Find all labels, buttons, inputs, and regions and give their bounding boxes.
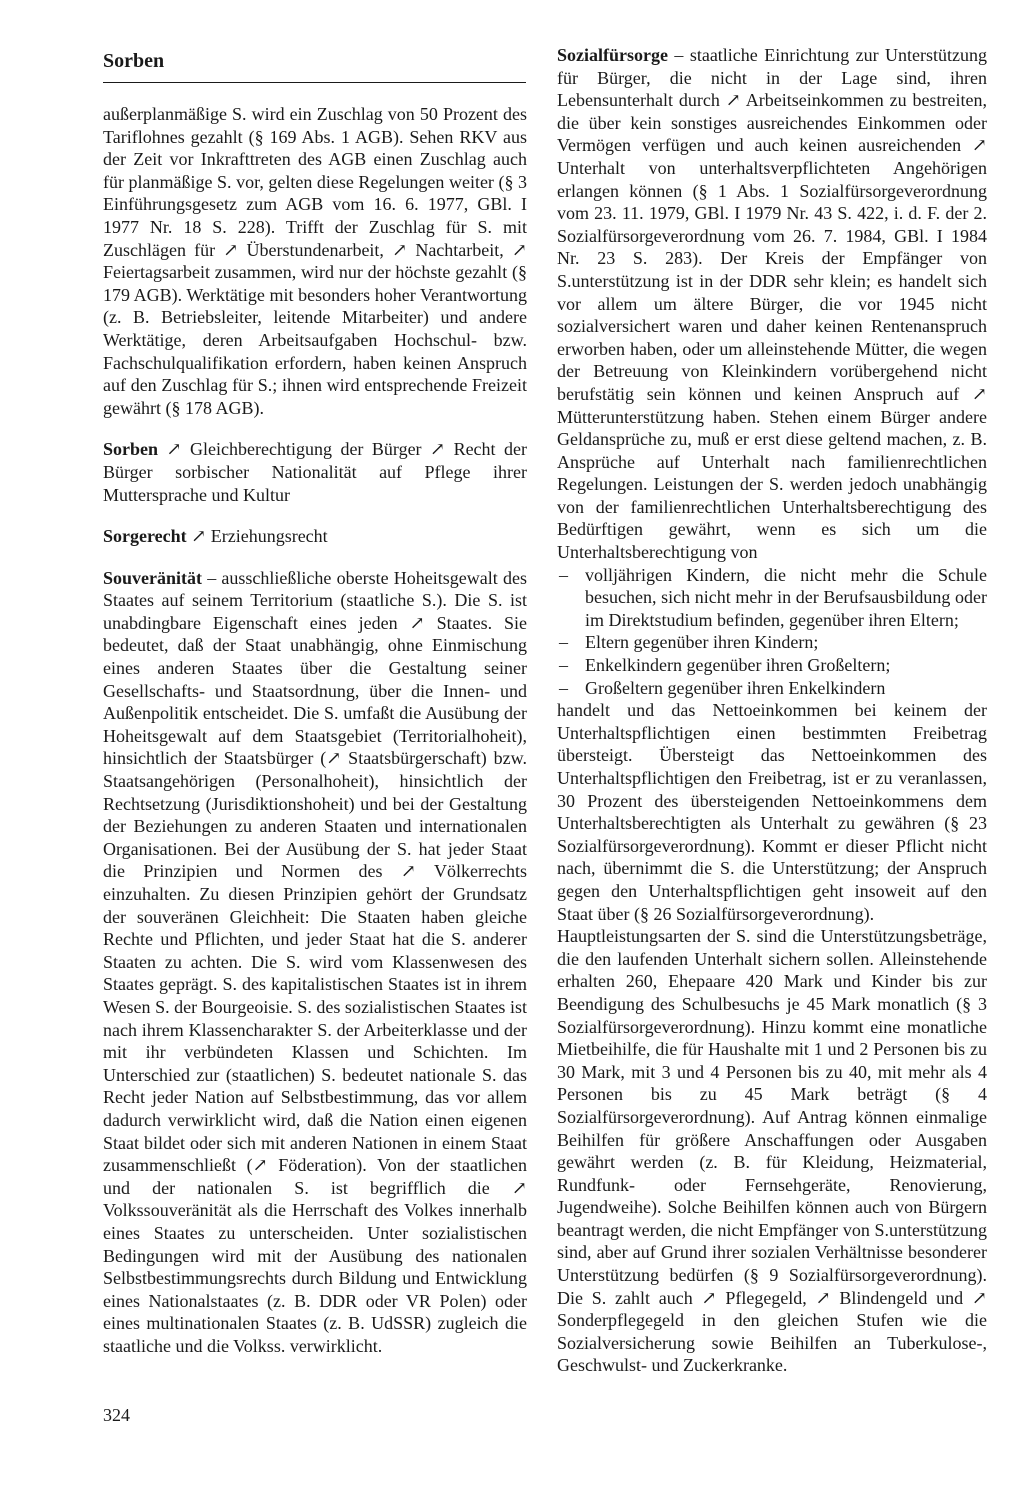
- hauptleistungen-paragraph: Hauptleistungsarten der S. sind die Unterstützungsbeträge, die den laufenden Unterhalt sichern sollen. Alleinstehende erhalten 260, Ehepaare 420 Mark und Kinder bis zur Beendigung des Schulbesuchs je 45 Mark monatlich (§ 3 Sozialfürsorgeverordnung). Hinzu kommt eine monatliche Mietbeihilfe, die für Haushalte mit 1 und 2 Personen bis zu 30 Mark, mit 3 und 4 Personen bis zu 40, mit mehr als 4 Personen bis zu 45 Mark beträgt (§ 4 Sozialfürsorgeverordnung). Auf Antrag können einmalige Beihilfen für größere Anschaffungen oder Ausgaben gewährt werden (z. B. für Kleidung, Heizmaterial, Rundfunk- oder Fernsehgeräte, Renovierung, Jugendweihe). Solche Beihilfen können auch von Bürgern beantragt werden, die nicht Empfänger von S.unterstützung sind, aber auf Grund ihrer sozialen Verhältnisse besonderer Unterstützung bedürfen (§ 9 Sozialfürsorgeverordnung). Die S. zahlt auch ↗ Pflegegeld, ↗ Blindengeld und ↗ Sonderpflegegeld in den gleichen Stufen wie die Sozialversicherung sowie Beihilfen an Tuberkulose-, Geschwulst- und Zuckerkranke.: [557, 926, 987, 1376]
- list-item: – Großeltern gegenüber ihren Enkelkindern: [557, 677, 987, 700]
- list-item: – Enkelkindern gegenüber ihren Großeltern;: [557, 654, 987, 677]
- running-head: Sorben: [103, 50, 165, 72]
- page-number: 324: [103, 1405, 130, 1425]
- entry-sozialfuersorge: [557, 44, 987, 564]
- continuation-paragraph: außerplanmäßige S. wird ein Zuschlag von 50 Prozent des Tariflohnes gezahlt (§ 169 Abs. 1 AGB). Sehen RKV aus der Zeit vor Inkrafttreten des AGB einen Zuschlag auch für planmäßige S. vor, gelten diese Regelungen weiter (§ 3 Einführungsgesetz zum AGB vom 16. 6. 1977, GBl. I 1977 Nr. 18 S. 228). Trifft der Zuschlag für S. mit Zuschlägen für ↗ Überstundenarbeit, ↗ Nachtarbeit, ↗ Feiertagsarbeit zusammen, wird nur der höchste gezahlt (§ 179 AGB). Werktätige mit besonders hoher Verantwortung (z. B. Betriebsleiter, leitende Mitarbeiter) und andere Werktätige, deren Arbeitsaufgaben Hochschul- bzw. Fachschulqualifikation erfordern, haben keinen Anspruch auf den Zuschlag für S.; ihnen wird entsprechende Freizeit gewährt (§ 178 AGB).: [103, 104, 527, 418]
- list-item: – volljährigen Kindern, die nicht mehr die Schule besuchen, sich nicht mehr in der Berufsausbildung oder im Direktstudium befinden, gegenüber ihren Eltern;: [557, 564, 987, 632]
- right-column: [557, 44, 987, 1377]
- left-column: [103, 103, 527, 1357]
- entry-body-souveraenitaet: – ausschließliche oberste Hoheitsgewalt des Staates auf seinem Territorium (staatliche S.). Die S. ist unabdingbare Eigenschaft eines jeden ↗ Staates. Sie bedeutet, daß der Staat unabhängig, ohne Einmischung eines anderen Staates über die Gestaltung seiner Gesellschafts- und Staatsordnung, über die Innen- und Außenpolitik entscheidet. Die S. umfaßt die Ausübung der Hoheitsgewalt auf dem Staatsgebiet (Territorialhoheit), hinsichtlich der Staatsbürger (↗ Staatsbürgerschaft) bzw. Staatsangehörigen (Personalhoheit), hinsichtlich der Rechtsetzung (Jurisdiktionshoheit) und bei der Gestaltung der Beziehungen zu anderen Staaten und internationalen Organisationen. Bei der Ausübung der S. hat jeder Staat die Prinzipien und Normen des ↗ Völkerrechts einzuhalten. Zu diesen Prinzipien gehört der Grundsatz der souveränen Gleichheit: Die Staaten haben gleiche Rechte und Pflichten, und jeder Staat hat die S. anderer Staaten zu achten. Die S. wird vom Klassenwesen des Staates geprägt. S. des kapitalistischen Staates ist in ihrem Wesen S. der Bourgeoisie. S. des sozialistischen Staates ist nach ihrem Klassencharakter S. der Arbeiterklasse und der mit ihr verbündeten Klassen und Schichten. Im Unterschied zur (staatlichen) S. bedeutet nationale S. das Recht jeder Nation auf Selbstbestimmung, das vor allem dadurch verwirklicht wird, daß die Nation einen eigenen Staat bildet oder sich mit anderen Nationen in einem Staat zusammenschließt (↗ Föderation). Von der staatlichen und der nationalen S. ist begrifflich die ↗ Volkssouveränität als die Herrschaft des Volkes innerhalb eines Staates zu unterscheiden. Unter sozialistischen Bedingungen wird mit der Ausübung des nationalen Selbstbestimmungsrechts durch Bildung und Entwicklung eines Nationalstaates (z. B. DDR oder VR Polen) oder eines multinationalen Staates (z. B. UdSSR) zugleich die staatliche und die Volkss. verwirklicht.: [103, 567, 527, 1356]
- entry-head-souveraenitaet: Souveränität: [103, 567, 202, 588]
- entry-head-sorgerecht: Sorgerecht: [103, 526, 187, 547]
- entry-sorben: [103, 438, 527, 506]
- list-item: – Eltern gegenüber ihren Kindern;: [557, 631, 987, 654]
- entry-body-sozialfuersorge: – staatliche Einrichtung zur Unterstützung für Bürger, die nicht in der Lage sind, ihren Lebensunterhalt durch ↗ Arbeitseinkommen zu bestreiten, die über kein sonstiges ausreichendes Einkommen oder Vermögen verfügen und auch keinen ausreichenden ↗ Unterhalt von unterhaltsverpflichteten Angehörigen erlangen können (§ 1 Abs. 1 Sozialfürsorgeverordnung vom 23. 11. 1979, GBl. I 1979 Nr. 43 S. 422, i. d. F. der 2. Sozialfürsorgeverordnung vom 26. 7. 1984, GBl. I 1984 Nr. 23 S. 283). Der Kreis der Empfänger von S.unterstützung ist in der DDR sehr klein; es handelt sich vor allem um ältere Bürger, die vor 1945 nicht sozialversichert waren und daher keinen Rentenanspruch erworben haben, oder um alleinstehende Mütter, die wegen der Betreuung von Kleinkindern vorübergehend nicht berufstätig sein können und keinen Anspruch auf ↗ Mütterunterstützung haben. Stehen einem Bürger andere Geldansprüche zu, muß er erst diese geltend machen, z. B. Ansprüche auf Unterhalt nach familienrechtlichen Regelungen. Leistungen der S. werden jedoch unabhängig von der familienrechtlichen Unterhaltsberechtigung des Bedürftigen gewährt, wenn es sich um die Unterhaltsberechtigung von: [557, 45, 987, 563]
- entry-head-sorben: Sorben: [103, 439, 159, 460]
- entry-sorgerecht: [103, 525, 527, 548]
- dash-list: [557, 564, 987, 700]
- entry-souveraenitaet: [103, 567, 527, 1358]
- header-rule: [103, 82, 526, 83]
- entry-body-sorgerecht: ↗ Erziehungsrecht: [186, 526, 328, 547]
- entry-head-sozialfuersorge: Sozialfürsorge: [557, 45, 668, 65]
- entry-body-sorben: ↗ Gleichberechtigung der Bürger ↗ Recht der Bürger sorbischer Nationalität auf Pflege ihrer Muttersprache und Kultur: [103, 439, 527, 505]
- after-list-paragraph: handelt und das Nettoeinkommen bei keinem der Unterhaltspflichtigen einen bestimmten Freibetrag übersteigt. Übersteigt das Nettoeinkommen des Unterhaltspflichtigen den Freibetrag, ist er zu veranlassen, 30 Prozent des übersteigenden Nettoeinkommens dem Unterhaltsberechtigten als Unterhalt zu gewähren (§ 23 Sozialfürsorgeverordnung). Kommt er dieser Pflicht nicht nach, übernimmt die S. die Unterstützung; der Anspruch gegen den Unterhaltspflichtigen geht insoweit auf den Staat über (§ 26 Sozialfürsorgeverordnung).: [557, 700, 987, 924]
